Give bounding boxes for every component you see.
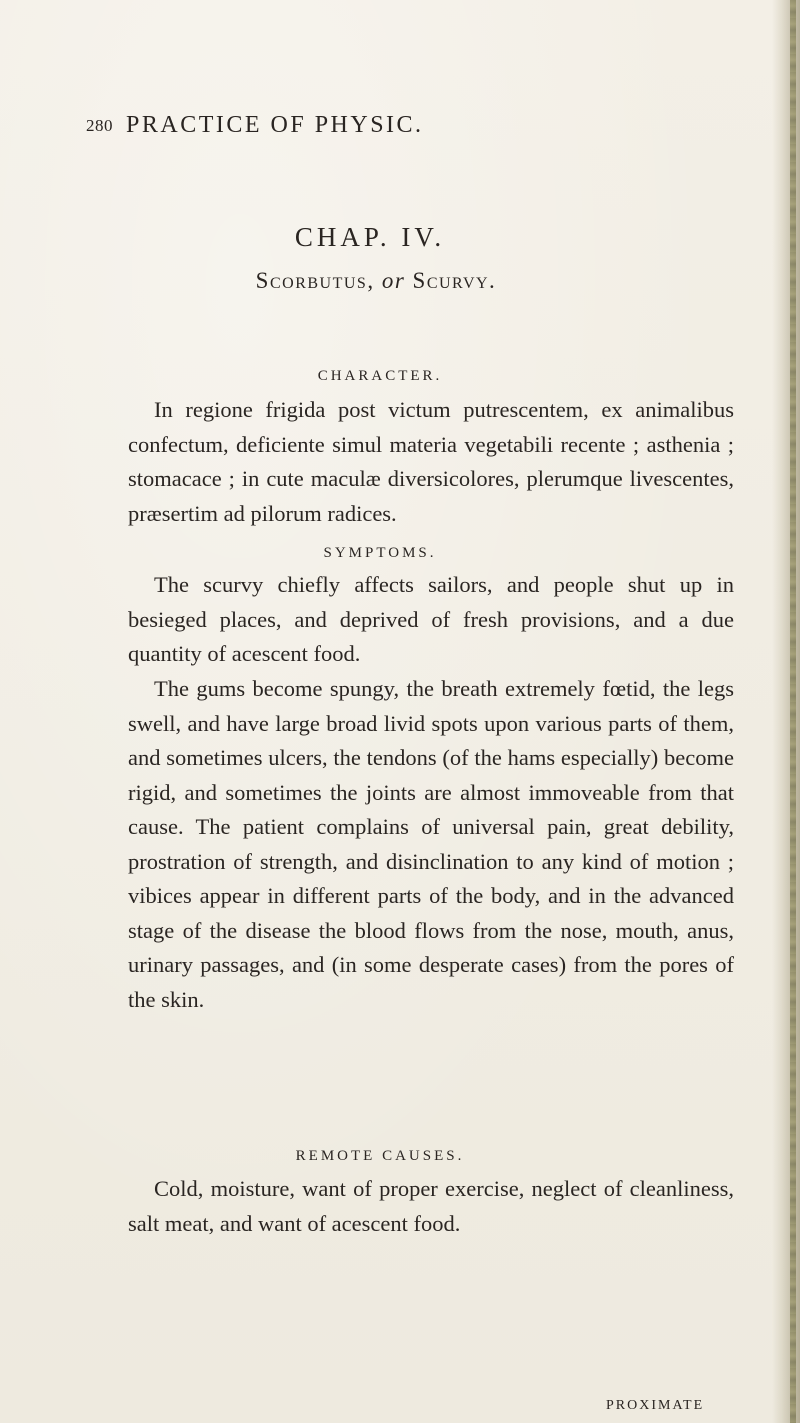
binding-edge — [790, 0, 796, 1423]
running-title: PRACTICE OF PHYSIC. — [126, 112, 424, 138]
subject-alt: Scurvy. — [412, 268, 497, 293]
subject-or: or — [381, 268, 406, 293]
subject-main: Scorbutus, — [255, 268, 375, 293]
chapter-heading: CHAP. IV. — [294, 222, 446, 252]
chapter-subject — [0, 268, 752, 294]
running-head — [86, 112, 686, 142]
symptoms-paragraph-2: The gums become spungy, the breath extremely fœtid, the legs swell, and have large broad livid spots upon various parts of them, and sometimes ulcers, the tendons (of the hams especially) become rigid, and sometimes the joints are almost immoveable from that cause. The patient complains of universal pain, great debility, prostration of strength, and disinclination to any kind of motion ; vibices appear in different parts of the body, and in the advanced stage of the disease the blood flows from the nose, mouth, anus, urinary passages, and (in some desperate cases) from the pores of the skin. — [128, 676, 734, 1012]
character-text: In regione frigida post victum putrescentem, ex animalibus confectum, deficiente simul materia vegetabili recente ; asthenia ; stomacace ; in cute maculæ diversicolores, plerumque livescentes, præsertim ad pilorum radices. — [128, 397, 734, 526]
catchword: PROXIMATE — [606, 1398, 705, 1413]
symptoms-heading: SYMPTOMS. — [323, 545, 437, 561]
page-number: 280 — [86, 116, 113, 135]
character-heading: CHARACTER. — [317, 368, 443, 384]
remote-causes-heading: REMOTE CAUSES. — [295, 1148, 465, 1164]
remote-causes-text: Cold, moisture, want of proper exercise, neglect of cleanliness, salt meat, and want of acescent food. — [128, 1176, 734, 1236]
symptoms-paragraph-1: The scurvy chiefly affects sailors, and people shut up in besieged places, and deprived of fresh provisions, and a due quantity of acescent food. — [128, 572, 734, 666]
